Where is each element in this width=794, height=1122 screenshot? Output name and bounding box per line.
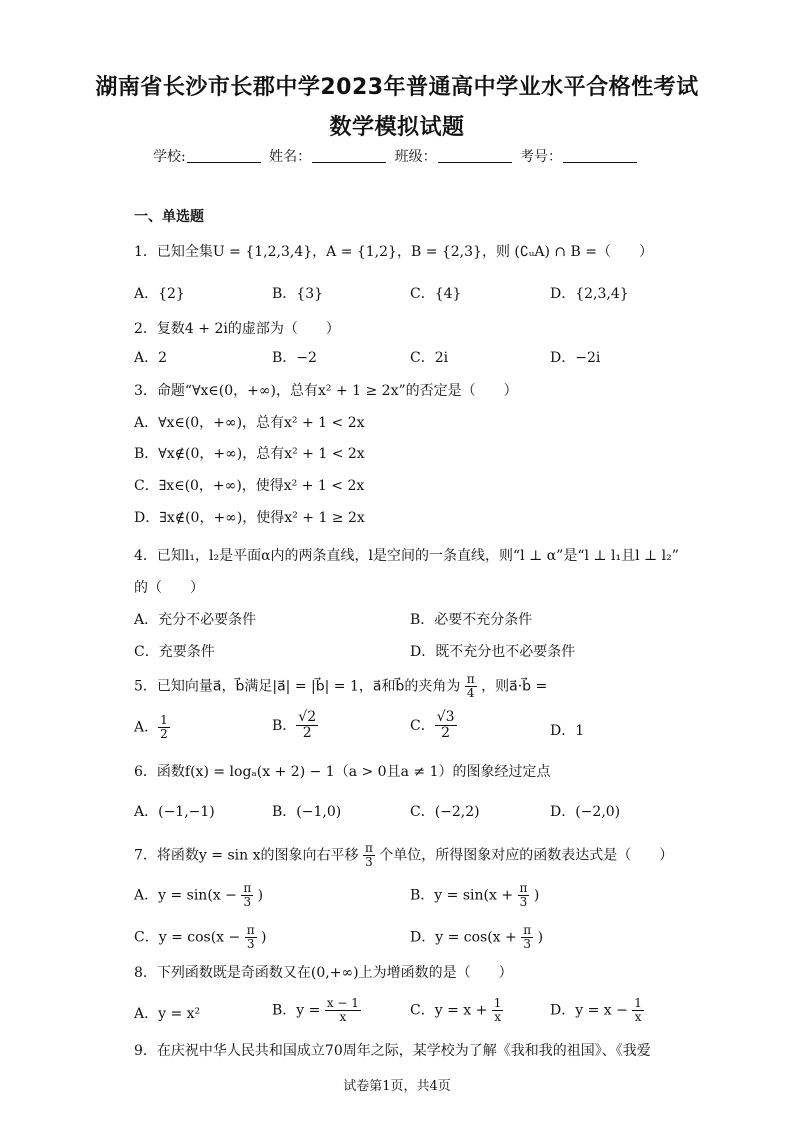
school-blank[interactable] bbox=[187, 162, 261, 163]
q1-option-b[interactable]: B．{3} bbox=[272, 286, 324, 302]
q8-option-c[interactable]: C．y = x + $\frac{1}{x}$ bbox=[410, 996, 502, 1025]
q4-option-a[interactable]: A．充分不必要条件 bbox=[134, 612, 257, 628]
q5-option-b[interactable]: B． $\frac{√2}{2}$ bbox=[272, 709, 317, 742]
q8-option-d[interactable]: D．y = x − $\frac{1}{x}$ bbox=[550, 996, 642, 1025]
school-label: 学校: bbox=[152, 149, 186, 165]
q1-option-c[interactable]: C．{4} bbox=[410, 286, 462, 302]
q3-option-d[interactable]: D．∃x∉(0，+∞)，使得x² + 1 ≥ 2x bbox=[134, 510, 365, 526]
q7-option-b[interactable]: B．y = sin(x + $\frac{\pi}{3}$ ) bbox=[410, 881, 540, 910]
question-4: 4．已知l₁，l₂是平面α内的两条直线，l是空间的一条直线，则“l ⊥ α”是“l ⊥ l₁且l ⊥ l₂” bbox=[134, 548, 679, 564]
q5-angle-fraction: $\frac{\pi}{4}$ bbox=[466, 672, 475, 701]
q2-option-b[interactable]: B．−2 bbox=[272, 350, 317, 366]
q4-option-c[interactable]: C．充要条件 bbox=[134, 644, 215, 660]
question-6: 6．函数f(x) = logₐ(x + 2) − 1（a > 0且a ≠ 1）的图象经过定点 bbox=[134, 764, 551, 780]
q5-option-d[interactable]: D．1 bbox=[550, 723, 585, 739]
question-5 bbox=[134, 673, 547, 700]
q2-option-d[interactable]: D．−2i bbox=[550, 350, 601, 366]
q6-option-d[interactable]: D．(−2,0) bbox=[550, 804, 621, 820]
number-blank[interactable] bbox=[563, 162, 637, 163]
q2-option-c[interactable]: C．2i bbox=[410, 350, 449, 366]
question-9: 9．在庆祝中华人民共和国成立70周年之际，某学校为了解《我和我的祖国》、《我爱 bbox=[134, 1043, 651, 1059]
q3-option-c[interactable]: C．∃x∈(0，+∞)，使得x² + 1 < 2x bbox=[134, 478, 365, 494]
q7-option-c[interactable]: C．y = cos(x − $\frac{\pi}{3}$ ) bbox=[134, 923, 267, 952]
class-blank[interactable] bbox=[438, 162, 512, 163]
exam-title-line2: 数学模拟试题 bbox=[329, 115, 465, 140]
section-single-choice: 一、单选题 bbox=[134, 209, 204, 225]
class-label: 班级： bbox=[394, 149, 437, 165]
q4-option-b[interactable]: B．必要不充分条件 bbox=[410, 612, 533, 628]
q5-stem: 5．已知向量a⃗，b⃗满足|a⃗| = |b⃗| = 1，a⃗和b⃗的夹角为 bbox=[134, 678, 461, 695]
page-footer: 试卷第1页，共4页 bbox=[343, 1079, 451, 1094]
q5-option-a[interactable]: A． $\frac{1}{2}$ bbox=[134, 713, 168, 742]
q2-option-a[interactable]: A．2 bbox=[134, 350, 168, 366]
q5-option-c[interactable]: C． $\frac{√3}{2}$ bbox=[410, 709, 455, 742]
name-blank[interactable] bbox=[312, 162, 386, 163]
q6-option-b[interactable]: B．(−1,0) bbox=[272, 804, 342, 820]
question-2: 2．复数4 + 2i的虚部为（ ） bbox=[134, 321, 340, 337]
q8-option-b[interactable]: B．y = $\frac{x - 1}{x}$ bbox=[272, 996, 359, 1025]
q1-option-d[interactable]: D．{2,3,4} bbox=[550, 286, 629, 302]
question-1: 1．已知全集U = {1,2,3,4}，A = {1,2}，B = {2,3}，则 (∁ᵤA) ∩ B =（ ） bbox=[134, 244, 654, 260]
student-info-line bbox=[0, 146, 794, 166]
q3-option-a[interactable]: A．∀x∈(0，+∞)，总有x² + 1 < 2x bbox=[134, 415, 365, 431]
q7-shift-fraction: $\frac{\pi}{3}$ bbox=[364, 841, 373, 870]
exam-title-line1: 湖南省长沙市长郡中学2023年普通高中学业水平合格性考试 bbox=[95, 75, 699, 100]
q8-option-a[interactable]: A．y = x² bbox=[134, 1006, 201, 1022]
question-8: 8．下列函数既是奇函数又在(0,+∞)上为增函数的是（ ） bbox=[134, 965, 513, 981]
q1-option-a[interactable]: A．{2} bbox=[134, 286, 185, 302]
q7-option-a[interactable]: A．y = sin(x − $\frac{\pi}{3}$ ) bbox=[134, 881, 264, 910]
q7-option-d[interactable]: D．y = cos(x + $\frac{\pi}{3}$ ) bbox=[410, 923, 544, 952]
q4-option-d[interactable]: D．既不充分也不必要条件 bbox=[410, 644, 576, 660]
name-label: 姓名： bbox=[269, 149, 312, 165]
q3-option-b[interactable]: B．∀x∉(0，+∞)，总有x² + 1 < 2x bbox=[134, 446, 365, 462]
q6-option-a[interactable]: A．(−1,−1) bbox=[134, 804, 215, 820]
question-7: 7．将函数y = sin x的图象向右平移 $\frac{\pi}{3}$ 个单位，所得图象对应的函数表达式是（ ） bbox=[134, 841, 674, 870]
question-3: 3．命题“∀x∈(0，+∞)，总有x² + 1 ≥ 2x”的否定是（ ） bbox=[134, 383, 518, 399]
number-label: 考号： bbox=[520, 149, 563, 165]
q5-stem-end: ，则a⃗·b⃗ = bbox=[481, 678, 548, 695]
q6-option-c[interactable]: C．(−2,2) bbox=[410, 804, 480, 820]
question-4-continued: 的（ ） bbox=[134, 580, 204, 596]
